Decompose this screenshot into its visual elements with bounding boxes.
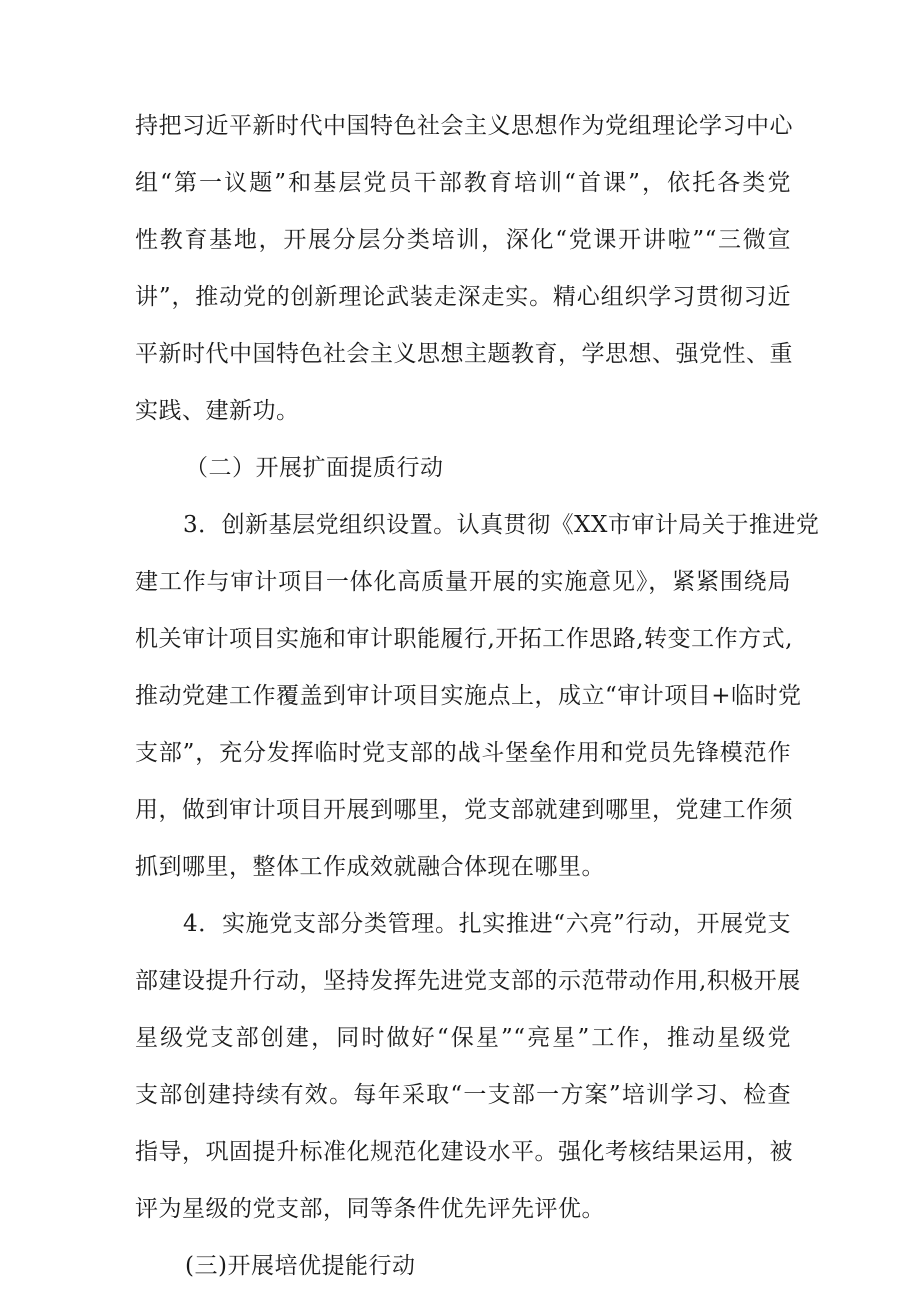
body-text-line: 讲”，推动党的创新理论武装走深走实。精心组织学习贯彻习近 [135, 284, 791, 310]
body-text-line: 评为星级的党支部，同等条件优先评先评优。 [135, 1196, 605, 1222]
body-text-line: 平新时代中国特色社会主义思想主题教育，学思想、强党性、重 [135, 341, 793, 367]
paragraph-first-line: 3．创新基层党组织设置。认真贯彻《XX市审计局关于推进党 [183, 512, 820, 538]
body-text-line: 支部创建持续有效。每年采取“一支部一方案”培训学习、检查 [135, 1082, 791, 1108]
body-text-line: 推动党建工作覆盖到审计项目实施点上，成立“审计项目+临时党 [135, 683, 802, 709]
body-text-line: 持把习近平新时代中国特色社会主义思想作为党组理论学习中心 [135, 113, 793, 139]
paragraph-first-line: 4．实施党支部分类管理。扎实推进“六亮”行动，开展党支 [183, 911, 791, 937]
section-heading: （二）开展扩面提质行动 [185, 455, 444, 481]
body-text-line: 抓到哪里，整体工作成效就融合体现在哪里。 [135, 854, 605, 880]
body-text-line: 部建设提升行动，坚持发挥先进党支部的示范带动作用,积极开展 [135, 968, 801, 994]
body-text-line: 实践、建新功。 [135, 398, 300, 424]
body-text-line: 星级党支部创建，同时做好“保星”“亮星”工作，推动星级党 [135, 1025, 791, 1051]
body-text-line: 支部”，充分发挥临时党支部的战斗堡垒作用和党员先锋模范作 [135, 740, 791, 766]
body-text-line: 机关审计项目实施和审计职能履行,开拓工作思路,转变工作方式, [135, 626, 793, 652]
body-text-line: 用，做到审计项目开展到哪里，党支部就建到哪里，党建工作须 [135, 797, 793, 823]
body-text-line: 建工作与审计项目一体化高质量开展的实施意见》，紧紧围绕局 [135, 569, 791, 595]
body-text-line: 指导，巩固提升标准化规范化建设水平。强化考核结果运用，被 [135, 1139, 793, 1165]
body-text-line: 性教育基地，开展分层分类培训，深化“党课开讲啦”“三微宣 [135, 227, 791, 253]
body-text-line: 组“第一议题”和基层党员干部教育培训“首课”，依托各类党 [135, 170, 791, 196]
section-heading: (三)开展培优提能行动 [185, 1253, 416, 1279]
